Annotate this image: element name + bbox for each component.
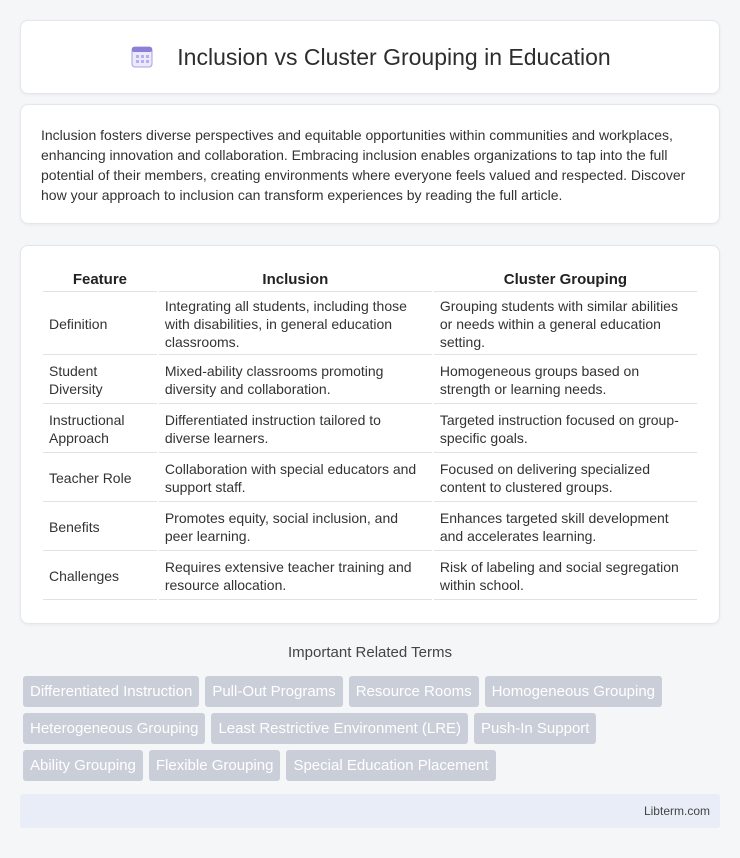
- table-row: [43, 406, 697, 453]
- table-row: [43, 357, 697, 404]
- table-row: [43, 553, 697, 600]
- header-cluster-grouping: Cluster Grouping: [434, 266, 697, 292]
- inclusion-cell: Mixed-ability classrooms promoting diversity and collaboration.: [159, 357, 432, 404]
- related-term-tag[interactable]: Homogeneous Grouping: [485, 676, 662, 707]
- related-terms-list: [23, 676, 723, 787]
- cluster-cell: Risk of labeling and social segregation within school.: [434, 553, 697, 600]
- related-term-tag[interactable]: Least Restrictive Environment (LRE): [211, 713, 468, 744]
- footer-brand[interactable]: Libterm.com: [643, 804, 710, 818]
- cluster-cell: Homogeneous groups based on strength or learning needs.: [434, 357, 697, 404]
- related-term-tag[interactable]: Ability Grouping: [23, 750, 143, 781]
- inclusion-cell: Promotes equity, social inclusion, and peer learning.: [159, 504, 432, 551]
- related-term-tag[interactable]: Push-In Support: [474, 713, 596, 744]
- related-term-tag[interactable]: Pull-Out Programs: [205, 676, 342, 707]
- related-term-tag[interactable]: Differentiated Instruction: [23, 676, 199, 707]
- header-feature: Feature: [43, 266, 157, 292]
- inclusion-cell: Requires extensive teacher training and resource allocation.: [159, 553, 432, 600]
- cluster-cell: Grouping students with similar abilities or needs within a general education setting.: [434, 294, 697, 355]
- comparison-table: [41, 264, 699, 602]
- inclusion-cell: Differentiated instruction tailored to diverse learners.: [159, 406, 432, 453]
- title-wrap: [129, 44, 610, 71]
- feature-cell: Teacher Role: [43, 455, 157, 502]
- inclusion-cell: Integrating all students, including those with disabilities, in general education classrooms.: [159, 294, 432, 355]
- inclusion-cell: Collaboration with special educators and support staff.: [159, 455, 432, 502]
- related-term-tag[interactable]: Resource Rooms: [349, 676, 479, 707]
- feature-cell: Challenges: [43, 553, 157, 600]
- intro-card: [20, 104, 720, 224]
- feature-cell: Definition: [43, 294, 157, 355]
- table-header-row: [43, 266, 697, 292]
- header-inclusion: Inclusion: [159, 266, 432, 292]
- table-row: [43, 504, 697, 551]
- intro-text: Inclusion fosters diverse perspectives and equitable opportunities within communities and workplaces, enhancing innovation and collaboration. Embracing inclusion enables organizations to tap into the full potential of their members, creating environments where everyone feels valued and respected. Discover how your approach to inclusion can transform experiences by reading the full article.: [41, 127, 686, 203]
- cluster-cell: Focused on delivering specialized content to clustered groups.: [434, 455, 697, 502]
- table-row: [43, 455, 697, 502]
- feature-cell: Benefits: [43, 504, 157, 551]
- document-grid-icon: [129, 44, 155, 70]
- related-terms-title: Important Related Terms: [288, 644, 452, 661]
- table-row: [43, 294, 697, 355]
- comparison-table-card: [20, 245, 720, 624]
- feature-cell: Instructional Approach: [43, 406, 157, 453]
- related-term-tag[interactable]: Special Education Placement: [286, 750, 495, 781]
- page-title: Inclusion vs Cluster Grouping in Education: [177, 43, 611, 70]
- header-card: [20, 20, 720, 94]
- footer-bar: [20, 794, 720, 828]
- cluster-cell: Targeted instruction focused on group-specific goals.: [434, 406, 697, 453]
- related-term-tag[interactable]: Heterogeneous Grouping: [23, 713, 205, 744]
- feature-cell: Student Diversity: [43, 357, 157, 404]
- cluster-cell: Enhances targeted skill development and accelerates learning.: [434, 504, 697, 551]
- related-term-tag[interactable]: Flexible Grouping: [149, 750, 281, 781]
